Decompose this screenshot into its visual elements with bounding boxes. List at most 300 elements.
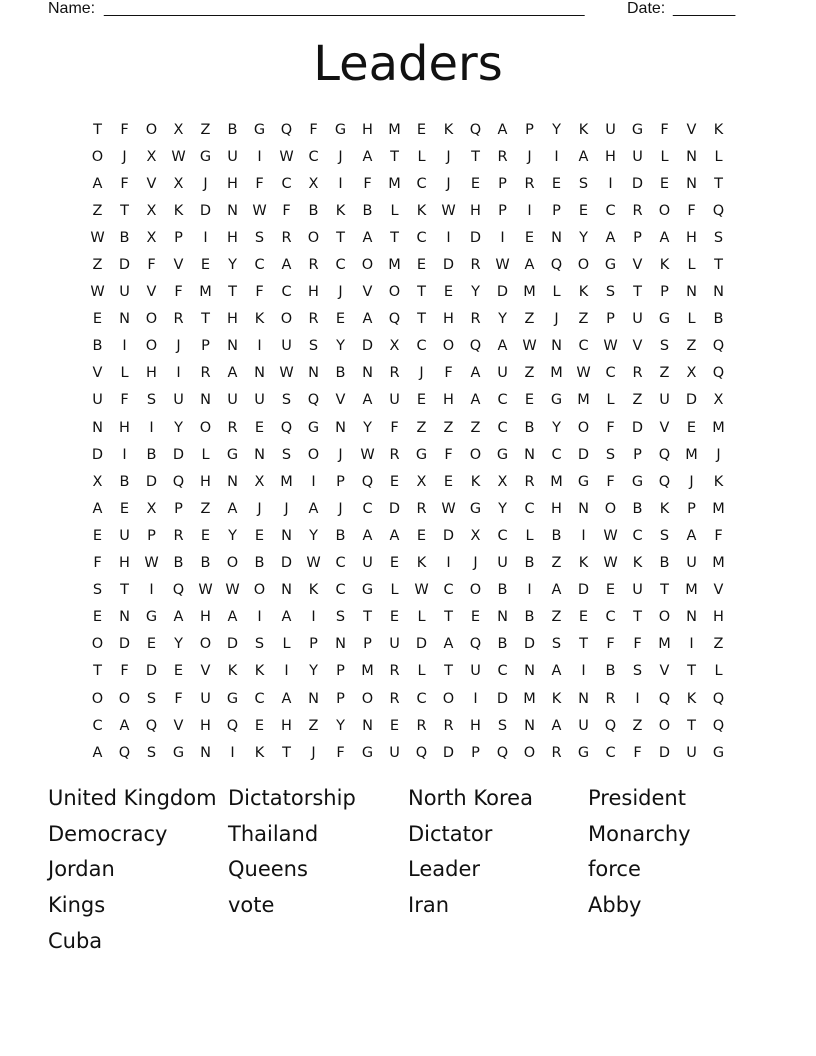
grid-letter: M: [280, 473, 293, 490]
grid-letter: N: [92, 419, 103, 436]
grid-letter: L: [390, 202, 399, 219]
grid-letter: E: [416, 121, 427, 138]
grid-letter: E: [470, 175, 481, 192]
grid-row: [84, 306, 732, 333]
grid-letter: F: [120, 121, 129, 138]
grid-row: [84, 577, 732, 604]
date-field[interactable]: _______: [673, 0, 736, 17]
grid-letter: A: [551, 717, 562, 734]
grid-letter: K: [443, 121, 454, 138]
grid-row: [84, 441, 732, 468]
grid-letter: A: [281, 690, 292, 707]
grid-letter: U: [119, 527, 130, 544]
grid-letter: X: [146, 148, 157, 165]
grid-letter: E: [254, 419, 265, 436]
grid-row: [84, 116, 732, 143]
grid-letter: G: [469, 500, 482, 517]
grid-letter: V: [632, 257, 643, 274]
grid-letter: E: [119, 500, 130, 517]
grid-letter: Z: [632, 717, 643, 734]
grid-letter: C: [605, 365, 616, 382]
grid-letter: J: [446, 148, 451, 165]
grid-letter: V: [659, 663, 670, 680]
grid-letter: B: [524, 555, 535, 572]
grid-letter: E: [470, 609, 481, 626]
grid-letter: I: [203, 229, 208, 246]
grid-letter: H: [470, 202, 481, 219]
grid-letter: G: [334, 121, 347, 138]
grid-letter: R: [389, 446, 400, 463]
grid-letter: Z: [92, 202, 103, 219]
grid-letter: R: [173, 311, 184, 328]
grid-letter: O: [91, 148, 104, 165]
grid-letter: H: [146, 365, 157, 382]
grid-letter: Q: [172, 582, 185, 599]
grid-letter: U: [92, 392, 103, 409]
grid-letter: Q: [361, 473, 374, 490]
grid-letter: X: [146, 202, 157, 219]
grid-letter: U: [659, 392, 670, 409]
grid-letter: R: [524, 473, 535, 490]
grid-letter: Y: [174, 419, 183, 436]
grid-letter: A: [551, 663, 562, 680]
grid-letter: N: [524, 446, 535, 463]
grid-letter: R: [632, 202, 643, 219]
grid-letter: H: [362, 121, 373, 138]
grid-letter: V: [146, 175, 157, 192]
grid-letter: K: [659, 257, 670, 274]
grid-letter: A: [470, 365, 481, 382]
grid-letter: D: [442, 257, 455, 274]
grid-letter: K: [659, 500, 670, 517]
grid-letter: A: [389, 527, 400, 544]
grid-letter: W: [576, 365, 591, 382]
grid-letter: F: [714, 527, 723, 544]
grid-letter: O: [199, 636, 212, 653]
grid-letter: K: [173, 202, 184, 219]
grid-letter: D: [469, 229, 482, 246]
grid-letter: E: [389, 473, 400, 490]
grid-letter: B: [200, 555, 211, 572]
grid-letter: O: [280, 311, 293, 328]
grid-letter: U: [497, 555, 508, 572]
word-row: [48, 852, 768, 888]
grid-letter: R: [605, 690, 616, 707]
grid-letter: D: [577, 446, 590, 463]
grid-letter: Z: [200, 121, 211, 138]
letter-grid: [84, 116, 732, 766]
grid-letter: U: [200, 690, 211, 707]
grid-letter: K: [632, 555, 643, 572]
grid-letter: G: [604, 257, 617, 274]
grid-letter: K: [308, 582, 319, 599]
grid-letter: T: [714, 257, 723, 274]
grid-letter: E: [443, 284, 454, 301]
grid-letter: D: [118, 636, 131, 653]
grid-letter: P: [606, 311, 615, 328]
grid-letter: D: [685, 392, 698, 409]
grid-letter: W: [225, 582, 240, 599]
grid-letter: C: [605, 202, 616, 219]
grid-letter: H: [470, 717, 481, 734]
grid-letter: W: [360, 446, 375, 463]
grid-letter: D: [631, 419, 644, 436]
grid-letter: N: [524, 663, 535, 680]
grid-letter: Y: [228, 257, 237, 274]
grid-letter: R: [416, 717, 427, 734]
grid-letter: Z: [524, 365, 535, 382]
grid-letter: A: [524, 257, 535, 274]
grid-letter: S: [146, 744, 157, 761]
grid-letter: Q: [415, 744, 428, 761]
grid-letter: L: [525, 527, 534, 544]
grid-letter: S: [92, 582, 103, 599]
grid-letter: W: [495, 257, 510, 274]
grid-letter: N: [308, 365, 319, 382]
grid-letter: Q: [496, 744, 509, 761]
grid-letter: D: [145, 663, 158, 680]
grid-letter: Z: [551, 555, 562, 572]
grid-letter: F: [282, 202, 291, 219]
grid-letter: E: [146, 636, 157, 653]
grid-letter: P: [687, 500, 696, 517]
grid-letter: L: [714, 663, 723, 680]
grid-letter: Q: [469, 338, 482, 355]
grid-letter: I: [149, 582, 154, 599]
grid-letter: L: [552, 284, 561, 301]
grid-letter: F: [309, 121, 318, 138]
grid-letter: Y: [552, 419, 561, 436]
grid-letter: H: [308, 284, 319, 301]
grid-letter: O: [523, 744, 536, 761]
grid-letter: R: [470, 257, 481, 274]
grid-letter: Q: [469, 121, 482, 138]
grid-letter: I: [446, 229, 451, 246]
grid-letter: A: [227, 365, 238, 382]
grid-letter: O: [388, 284, 401, 301]
grid-letter: I: [581, 527, 586, 544]
grid-letter: T: [579, 636, 588, 653]
grid-letter: B: [632, 500, 643, 517]
grid-row: [84, 333, 732, 360]
grid-letter: T: [687, 663, 696, 680]
grid-letter: O: [658, 717, 671, 734]
grid-letter: U: [605, 121, 616, 138]
grid-letter: T: [93, 663, 102, 680]
grid-letter: O: [199, 419, 212, 436]
grid-letter: A: [281, 609, 292, 626]
grid-letter: G: [577, 744, 590, 761]
grid-letter: N: [551, 338, 562, 355]
grid-letter: O: [577, 257, 590, 274]
page-title: Leaders: [313, 36, 503, 92]
grid-letter: E: [416, 527, 427, 544]
grid-letter: P: [660, 284, 669, 301]
grid-letter: K: [416, 555, 427, 572]
grid-letter: B: [497, 582, 508, 599]
grid-letter: N: [281, 582, 292, 599]
grid-letter: R: [470, 311, 481, 328]
word-row: [48, 816, 768, 852]
grid-letter: C: [497, 392, 508, 409]
grid-letter: S: [146, 392, 157, 409]
grid-letter: C: [605, 744, 616, 761]
grid-letter: K: [254, 311, 265, 328]
grid-letter: F: [606, 419, 615, 436]
grid-letter: H: [119, 419, 130, 436]
grid-letter: Y: [498, 311, 507, 328]
grid-letter: C: [254, 690, 265, 707]
grid-letter: G: [550, 392, 563, 409]
grid-letter: I: [311, 609, 316, 626]
grid-letter: N: [362, 365, 373, 382]
grid-letter: J: [689, 473, 694, 490]
grid-letter: D: [496, 284, 509, 301]
grid-letter: O: [658, 609, 671, 626]
word-list-item: Queens: [228, 857, 308, 882]
grid-letter: C: [281, 284, 292, 301]
grid-letter: F: [255, 175, 264, 192]
grid-letter: L: [606, 392, 615, 409]
grid-letter: F: [390, 419, 399, 436]
grid-letter: A: [497, 121, 508, 138]
grid-letter: K: [578, 284, 589, 301]
grid-letter: F: [687, 202, 696, 219]
grid-letter: E: [524, 229, 535, 246]
grid-letter: F: [633, 636, 642, 653]
grid-letter: G: [361, 744, 374, 761]
grid-letter: Q: [145, 717, 158, 734]
grid-letter: X: [92, 473, 103, 490]
grid-letter: S: [497, 717, 508, 734]
grid-letter: O: [604, 500, 617, 517]
grid-letter: C: [497, 419, 508, 436]
grid-letter: D: [226, 636, 239, 653]
grid-letter: U: [173, 392, 184, 409]
grid-letter: U: [227, 148, 238, 165]
grid-letter: T: [201, 311, 210, 328]
word-row: [48, 780, 768, 816]
grid-letter: U: [254, 392, 265, 409]
grid-letter: T: [417, 284, 426, 301]
grid-letter: N: [686, 175, 697, 192]
grid-letter: Y: [579, 229, 588, 246]
grid-letter: A: [362, 392, 373, 409]
header: [48, 0, 748, 20]
grid-letter: E: [578, 202, 589, 219]
grid-letter: Q: [712, 202, 725, 219]
grid-letter: Q: [172, 473, 185, 490]
grid-letter: W: [603, 527, 618, 544]
grid-letter: T: [714, 175, 723, 192]
grid-letter: N: [713, 284, 724, 301]
grid-letter: I: [500, 229, 505, 246]
grid-letter: N: [362, 717, 373, 734]
grid-letter: M: [388, 121, 401, 138]
grid-letter: N: [200, 744, 211, 761]
grid-letter: X: [173, 175, 184, 192]
word-list-item: Dictator: [408, 821, 493, 846]
grid-letter: I: [230, 744, 235, 761]
grid-letter: G: [199, 148, 212, 165]
grid-letter: P: [363, 636, 372, 653]
grid-letter: V: [362, 284, 373, 301]
grid-letter: I: [446, 555, 451, 572]
grid-letter: G: [631, 121, 644, 138]
grid-letter: C: [632, 527, 643, 544]
grid-letter: F: [606, 636, 615, 653]
grid-letter: W: [306, 555, 321, 572]
grid-letter: N: [254, 446, 265, 463]
grid-letter: I: [176, 365, 181, 382]
grid-letter: N: [335, 419, 346, 436]
grid-letter: N: [578, 690, 589, 707]
grid-letter: E: [389, 555, 400, 572]
grid-letter: F: [444, 365, 453, 382]
grid-letter: F: [255, 284, 264, 301]
grid-letter: N: [227, 202, 238, 219]
grid-row: [84, 279, 732, 306]
grid-letter: U: [632, 582, 643, 599]
name-label: Name:: [48, 0, 96, 17]
grid-letter: J: [284, 500, 289, 517]
grid-letter: N: [119, 311, 130, 328]
grid-letter: F: [120, 663, 129, 680]
grid-letter: I: [473, 690, 478, 707]
grid-letter: B: [551, 527, 562, 544]
grid-letter: W: [90, 229, 105, 246]
grid-letter: Y: [498, 500, 507, 517]
grid-letter: A: [92, 500, 103, 517]
grid-letter: N: [335, 636, 346, 653]
grid-letter: O: [361, 257, 374, 274]
grid-letter: M: [658, 636, 671, 653]
grid-letter: X: [416, 473, 427, 490]
grid-letter: W: [603, 555, 618, 572]
grid-letter: G: [415, 446, 428, 463]
grid-letter: G: [361, 582, 374, 599]
grid-letter: C: [497, 527, 508, 544]
grid-letter: G: [226, 446, 239, 463]
grid-letter: E: [605, 582, 616, 599]
grid-letter: O: [469, 582, 482, 599]
grid-letter: P: [174, 229, 183, 246]
grid-letter: Q: [712, 338, 725, 355]
grid-letter: J: [338, 148, 343, 165]
grid-letter: S: [659, 338, 670, 355]
grid-letter: J: [338, 446, 343, 463]
grid-letter: Q: [280, 121, 293, 138]
grid-letter: O: [253, 582, 266, 599]
grid-letter: G: [496, 446, 509, 463]
grid-letter: A: [443, 636, 454, 653]
grid-letter: A: [362, 527, 373, 544]
grid-letter: J: [473, 555, 478, 572]
grid-letter: H: [227, 311, 238, 328]
grid-letter: H: [443, 311, 454, 328]
grid-letter: C: [308, 148, 319, 165]
grid-letter: D: [523, 636, 536, 653]
grid-letter: X: [308, 175, 319, 192]
grid-letter: K: [470, 473, 481, 490]
grid-letter: C: [335, 555, 346, 572]
grid-letter: D: [415, 636, 428, 653]
grid-letter: S: [659, 527, 670, 544]
word-list-item: North Korea: [408, 785, 533, 810]
grid-letter: W: [279, 148, 294, 165]
grid-letter: B: [308, 202, 319, 219]
grid-letter: I: [122, 338, 127, 355]
grid-letter: Z: [200, 500, 211, 517]
grid-letter: A: [227, 609, 238, 626]
grid-letter: W: [414, 582, 429, 599]
grid-letter: F: [120, 392, 129, 409]
grid-letter: O: [145, 311, 158, 328]
grid-letter: Q: [658, 446, 671, 463]
grid-letter: Y: [174, 636, 183, 653]
grid-letter: K: [713, 473, 724, 490]
grid-letter: B: [524, 419, 535, 436]
grid-letter: K: [227, 663, 238, 680]
name-field[interactable]: ______________________________________________________: [104, 0, 585, 17]
grid-letter: U: [389, 392, 400, 409]
word-list-item: Democracy: [48, 821, 168, 846]
grid-letter: V: [632, 338, 643, 355]
grid-letter: N: [200, 392, 211, 409]
grid-letter: F: [660, 121, 669, 138]
grid-letter: E: [92, 609, 103, 626]
grid-letter: W: [603, 338, 618, 355]
grid-letter: O: [442, 690, 455, 707]
grid-letter: I: [257, 338, 262, 355]
grid-letter: Y: [309, 527, 318, 544]
grid-letter: A: [227, 500, 238, 517]
grid-letter: V: [173, 717, 184, 734]
grid-letter: M: [577, 392, 590, 409]
grid-row: [84, 414, 732, 441]
grid-letter: T: [633, 284, 642, 301]
grid-letter: A: [686, 527, 697, 544]
grid-letter: E: [335, 311, 346, 328]
grid-letter: C: [497, 663, 508, 680]
grid-letter: R: [416, 500, 427, 517]
grid-letter: Z: [659, 365, 670, 382]
grid-letter: C: [578, 338, 589, 355]
grid-letter: G: [577, 473, 590, 490]
grid-letter: R: [308, 257, 319, 274]
grid-letter: W: [252, 202, 267, 219]
grid-letter: T: [444, 609, 453, 626]
grid-letter: N: [119, 609, 130, 626]
grid-letter: C: [416, 690, 427, 707]
grid-letter: B: [659, 555, 670, 572]
grid-letter: O: [145, 121, 158, 138]
grid-letter: L: [660, 148, 669, 165]
grid-letter: A: [497, 338, 508, 355]
grid-letter: W: [441, 500, 456, 517]
grid-letter: E: [200, 257, 211, 274]
grid-letter: G: [712, 744, 725, 761]
grid-row: [84, 468, 732, 495]
grid-letter: A: [308, 500, 319, 517]
grid-letter: F: [606, 473, 615, 490]
grid-letter: J: [554, 311, 559, 328]
grid-letter: U: [389, 744, 400, 761]
grid-letter: X: [686, 365, 697, 382]
grid-letter: R: [308, 311, 319, 328]
grid-letter: F: [174, 690, 183, 707]
grid-letter: A: [362, 229, 373, 246]
